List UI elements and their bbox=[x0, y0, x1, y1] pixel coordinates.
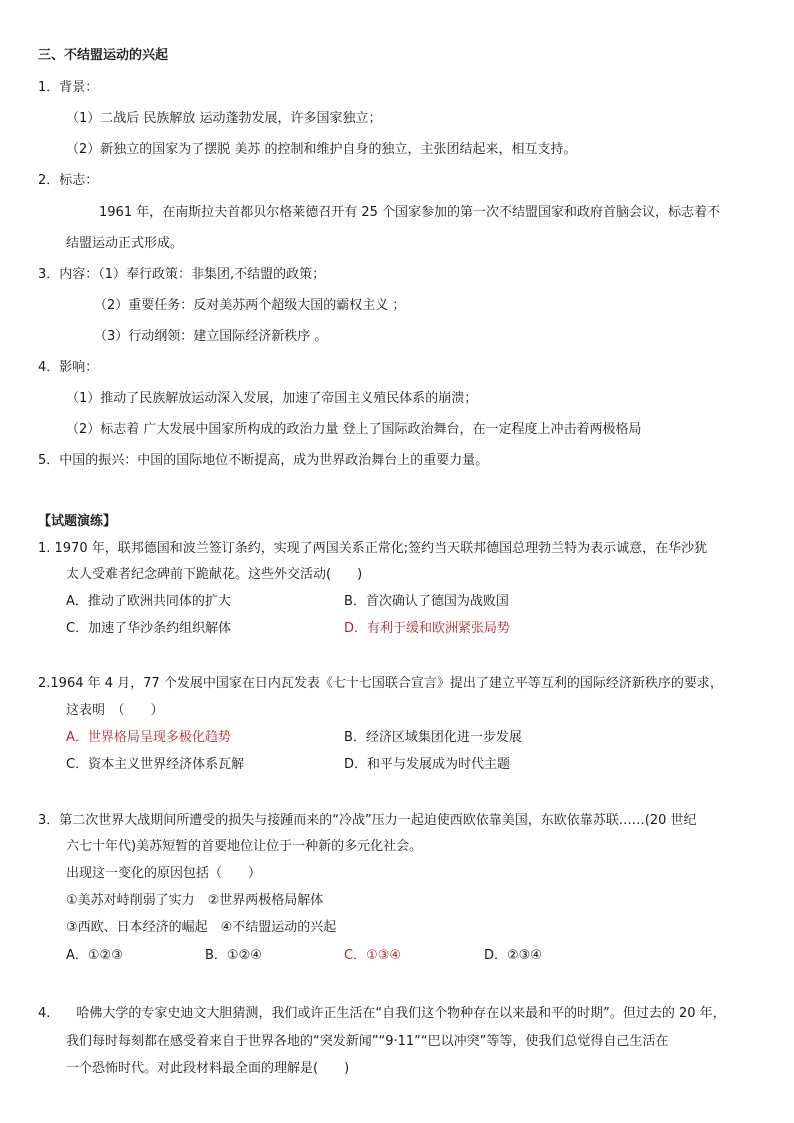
china-rise: 5．中国的振兴：中国的国际地位不断提高，成为世界政治舞台上的重要力量。 bbox=[38, 453, 489, 468]
q4-stem-line-2: 我们每时每刻都在感受着来自于世界各地的“突发新闻”“9·11”“巴以冲突”等等，使我们总觉得自己生活在 bbox=[66, 1034, 669, 1049]
content-item-3: （3）行动纲领：建立国际经济新秩序 。 bbox=[94, 329, 328, 344]
q3-option-a: A．①②③ bbox=[66, 948, 123, 963]
q1-stem-line-2: 太人受难者纪念碑前下跪献花。这些外交活动( ) bbox=[66, 567, 363, 582]
background-item-1: （1）二战后 民族解放 运动蓬勃发展，许多国家独立； bbox=[66, 111, 382, 126]
q1-stem-line-1: 1. 1970 年，联邦德国和波兰签订条约，实现了两国关系正常化;签约当天联邦德国总理勃兰特为表示诚意，在华沙犹 bbox=[38, 541, 708, 556]
impact-item-2: （2）标志着 广大发展中国家所构成的政治力量 登上了国际政治舞台，在一定程度上冲击着两极格局 bbox=[66, 422, 642, 437]
q2-option-b: B．经济区域集团化进一步发展 bbox=[344, 730, 522, 745]
sign-text-line-2: 结盟运动正式形成。 bbox=[66, 236, 184, 251]
q1-option-c: C．加速了华沙条约组织解体 bbox=[66, 621, 232, 636]
q3-choices-1-2: ①美苏对峙削弱了实力 ②世界两极格局解体 bbox=[66, 893, 324, 908]
q3-stem-line-3: 出现这一变化的原因包括（ ） bbox=[66, 866, 262, 881]
q2-stem-line-2: 这表明 （ ） bbox=[66, 703, 164, 718]
q4-stem-line-3: 一个恐怖时代。对此段材料最全面的理解是( ) bbox=[66, 1061, 350, 1076]
q3-option-d: D．②③④ bbox=[484, 948, 542, 963]
background-label: 1．背景： bbox=[38, 80, 99, 95]
background-item-2: （2）新独立的国家为了摆脱 美苏 的控制和维护自身的独立，主张团结起来，相互支持。 bbox=[66, 142, 577, 157]
q1-option-a: A．推动了欧洲共同体的扩大 bbox=[66, 594, 231, 609]
impact-item-1: （1）推动了民族解放运动深入发展，加速了帝国主义殖民体系的崩溃； bbox=[66, 391, 478, 406]
q1-option-d: D．有利于缓和欧洲紧张局势 bbox=[344, 621, 511, 636]
sign-text-line-1: 1961 年，在南斯拉夫首都贝尔格莱德召开有 25 个国家参加的第一次不结盟国家和政府首脑会议，标志着不 bbox=[99, 205, 721, 220]
impact-label: 4．影响： bbox=[38, 360, 99, 375]
q1-option-b: B．首次确认了德国为战败国 bbox=[344, 594, 509, 609]
q3-option-b: B．①②④ bbox=[205, 948, 262, 963]
section-title: 三、不结盟运动的兴起 bbox=[38, 48, 169, 63]
q3-option-c: C．①③④ bbox=[344, 948, 402, 963]
q3-stem-line-1: 3．第二次世界大战期间所遭受的损失与接踵而来的“冷战”压力一起迫使西欧依靠美国，东欧依靠苏联……(20 世纪 bbox=[38, 813, 697, 828]
q2-stem-line-1: 2.1964 年 4 月，77 个发展中国家在日内瓦发表《七十七国联合宣言》提出了建立平等互利的国际经济新秩序的要求， bbox=[38, 676, 723, 691]
q4-stem-line-1: 4. 哈佛大学的专家史迪文大胆猜测，我们或许正生活在“自我们这个物种存在以来最和平的时期”。但过去的 20 年， bbox=[38, 1006, 726, 1021]
practice-title: 【试题演练】 bbox=[38, 514, 117, 529]
q2-option-c: C．资本主义世界经济体系瓦解 bbox=[66, 757, 245, 772]
content-label: 3．内容：（1）奉行政策：非集团,不结盟的政策； bbox=[38, 267, 326, 282]
content-item-2: （2）重要任务：反对美苏两个超级大国的霸权主义 ； bbox=[94, 298, 406, 313]
sign-label: 2．标志： bbox=[38, 173, 99, 188]
q3-stem-line-2: 六七十年代)美苏短暂的首要地位让位于一种新的多元化社会。 bbox=[66, 839, 423, 854]
q2-option-d: D．和平与发展成为时代主题 bbox=[344, 757, 511, 772]
q2-option-a: A．世界格局呈现多极化趋势 bbox=[66, 730, 231, 745]
q3-choices-3-4: ③西欧、日本经济的崛起 ④不结盟运动的兴起 bbox=[66, 920, 337, 935]
